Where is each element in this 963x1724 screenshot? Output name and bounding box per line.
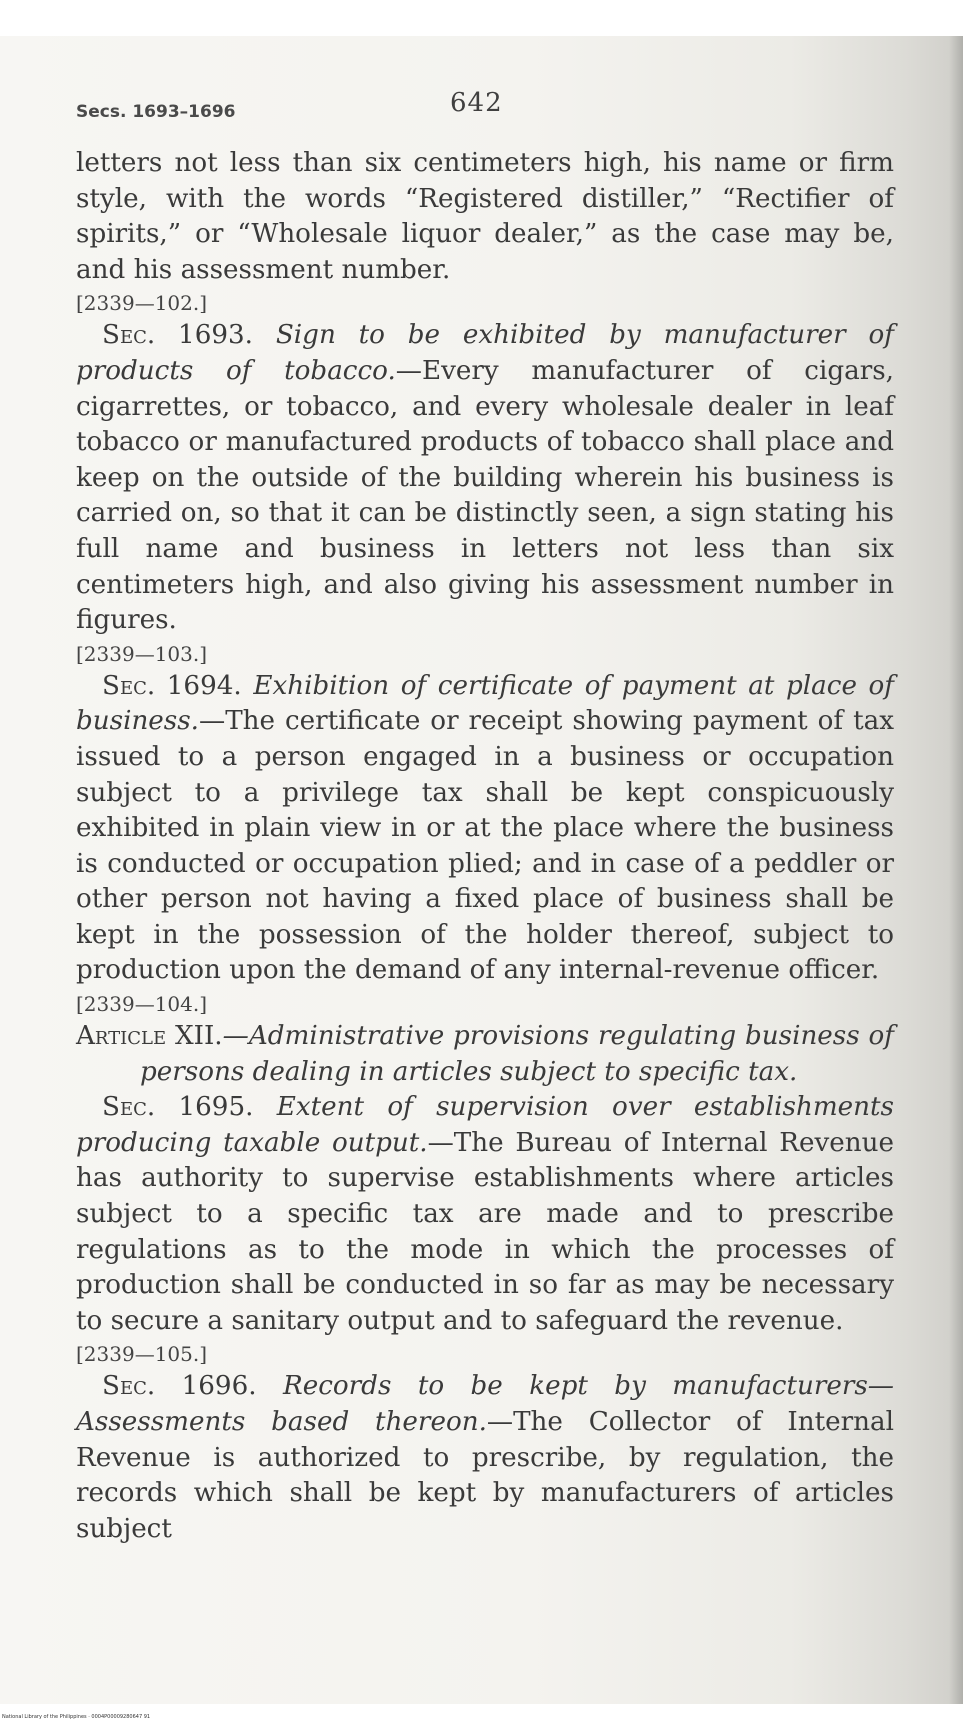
source-reference: [2339—105.] [76,1342,208,1367]
page-edge-shadow [949,36,963,1704]
section-heading: Exhibition of certificate of payment at place of business. [76,670,895,737]
section-range: Secs. 1693–1696 [76,102,236,122]
section-label: Sec. 1693. [102,320,253,351]
section-body: —The Bureau of Internal Revenue has authority to supervise establishments where articles subject to a specific tax are made and to prescribe regulations as to the mode in which the processes of production shall be conducted in so far as may be necessary to secure a sanitary output and to safeguard the revenue. [76,1127,894,1336]
page-number: 642 [450,88,503,118]
page-header [76,88,896,128]
section-1695 [76,1090,894,1339]
section-1694 [76,669,894,989]
section-heading: Extent of supervision over establishments producing taxable output. [76,1092,894,1158]
article-title: —Administrative provisions regulating business of persons dealing in articles subject to specific tax. [140,1021,894,1087]
section-body: —The certificate or receipt showing payment of tax issued to a person engaged in a business or occupation subject to a privilege tax shall be kept conspicuously exhibited in plain view in or at the place where the business is conducted or occupation plied; and in case of a peddler or other person not having a fixed place of business shall be kept in the possession of the holder thereof, subject to production upon the demand of any internal-revenue officer. [76,706,894,986]
body-text [76,146,894,1547]
section-heading: Sign to be exhibited by manufacturer of products of tobacco. [76,320,894,386]
section-body: —Every manufacturer of cigars, cigarrettes, or tobacco, and every wholesale dealer in leaf tobacco or manufactured products of tobacco shall place and keep on the outside of the building wherein his business is carried on, so that it can be distinctly seen, a sign stating his full name and business in letters not less than six centimeters high, and also giving his assessment number in figures. [76,355,894,636]
section-heading: Records to be kept by manufacturers—Assessments based thereon. [76,1371,894,1437]
library-credit: National Library of the Philippines · 0004P00009280647 91 [2,1714,151,1720]
section-body: —The Collector of Internal Revenue is authorized to prescribe, by regulation, the records which shall be kept by manufacturers of articles subject [76,1407,894,1544]
section-1693 [76,318,894,638]
source-reference: [2339—103.] [76,641,208,666]
source-reference: [2339—102.] [76,291,208,316]
section-label: Sec. 1696. [102,1371,257,1402]
section-1696 [76,1369,894,1547]
carryover-paragraph: letters not less than six centimeters high, his name or firm style, with the words “Registered distiller,” “Rectifier of spirits,” or “Wholesale liquor dealer,” as the case may be, and his assessment number. [76,148,894,285]
source-reference: [2339—104.] [76,992,208,1017]
section-label: Sec. 1694. [102,670,242,701]
article-heading [76,1019,894,1090]
section-label: Sec. 1695. [102,1092,254,1123]
article-label: Article XII. [76,1021,223,1052]
